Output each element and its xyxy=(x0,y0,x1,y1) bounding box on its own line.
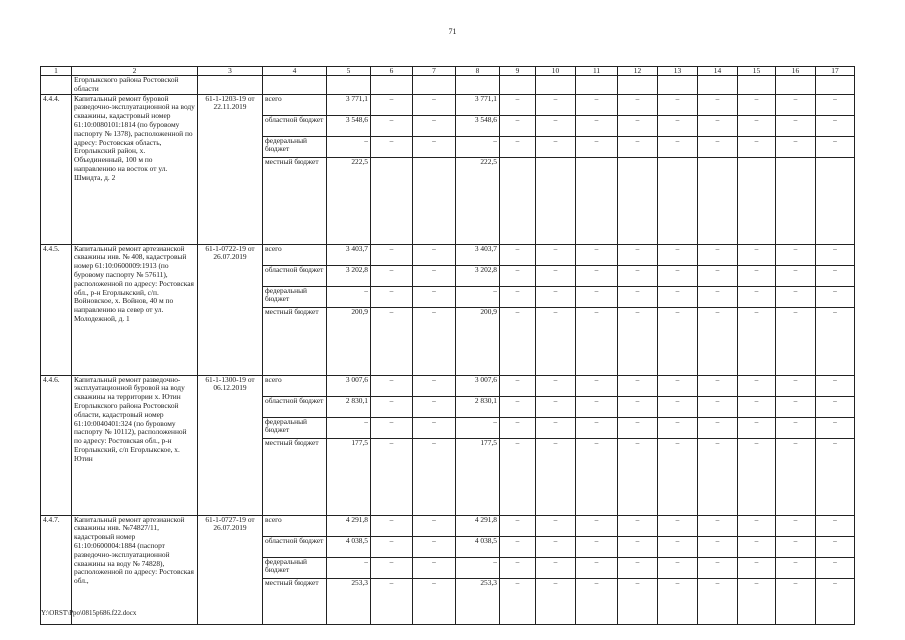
amount-col8: 3 403,7 xyxy=(456,244,500,265)
amount-col8: 177,5 xyxy=(456,438,500,515)
column-number-16: 16 xyxy=(776,67,816,76)
col14-value: – xyxy=(698,515,738,536)
amount-col8: 3 548,6 xyxy=(456,115,500,136)
col15-value: – xyxy=(738,515,776,536)
col15-value: – xyxy=(738,307,776,375)
col13-value: – xyxy=(658,417,698,438)
col7-value xyxy=(413,157,456,244)
col6-value: – xyxy=(371,244,413,265)
col10-value: – xyxy=(536,115,576,136)
col14-value: – xyxy=(698,375,738,396)
col17-value: – xyxy=(816,536,855,557)
col12-value xyxy=(618,157,658,244)
continuation-empty-cell xyxy=(776,76,816,95)
col11-value: – xyxy=(576,307,618,375)
col10-value: – xyxy=(536,244,576,265)
col13-value: – xyxy=(658,515,698,536)
budget-row xyxy=(41,375,855,396)
col9-value: – xyxy=(500,115,536,136)
col17-value: – xyxy=(816,578,855,624)
continuation-empty-cell xyxy=(500,76,536,95)
col14-value: – xyxy=(698,417,738,438)
col14-value: – xyxy=(698,265,738,286)
col12-value: – xyxy=(618,396,658,417)
col17-value: – xyxy=(816,396,855,417)
project-description: Капитальный ремонт артезианской скважины инв. №74827/11, кадастровый номер 61:10:0600004:1884 (паспорт разведочно-эксплуатационной скважины на воду № 74828), расположенной по адресу: Ростовская обл., xyxy=(72,515,198,624)
file-path-footer: Y:\ORST\Ppo\0815p686.f22.docx xyxy=(41,609,137,617)
col10-value: – xyxy=(536,265,576,286)
col6-value: – xyxy=(371,578,413,624)
col6-value: – xyxy=(371,557,413,578)
col15-value: – xyxy=(738,244,776,265)
amount-col8: 3 007,6 xyxy=(456,375,500,396)
col17-value: – xyxy=(816,94,855,115)
item-number: 4.4.6. xyxy=(41,375,72,515)
amount-col5: 3 403,7 xyxy=(327,244,371,265)
column-number-2: 2 xyxy=(72,67,198,76)
col11-value xyxy=(576,157,618,244)
col14-value: – xyxy=(698,307,738,375)
continuation-empty-cell xyxy=(413,76,456,95)
col12-value: – xyxy=(618,557,658,578)
col14-value: – xyxy=(698,94,738,115)
col16-value: – xyxy=(776,578,816,624)
column-number-7: 7 xyxy=(413,67,456,76)
funding-source: всего xyxy=(263,375,327,396)
col16-value xyxy=(776,157,816,244)
column-number-6: 6 xyxy=(371,67,413,76)
col12-value: – xyxy=(618,515,658,536)
col17-value: – xyxy=(816,375,855,396)
continuation-empty-cell xyxy=(658,76,698,95)
continuation-empty-cell xyxy=(371,76,413,95)
col13-value: – xyxy=(658,265,698,286)
col9-value: – xyxy=(500,286,536,307)
col7-value: – xyxy=(413,286,456,307)
col15-value xyxy=(738,157,776,244)
funding-source: областной бюджет xyxy=(263,536,327,557)
col15-value: – xyxy=(738,375,776,396)
amount-col5: 3 771,1 xyxy=(327,94,371,115)
col16-value: – xyxy=(776,557,816,578)
amount-col8: 253,3 xyxy=(456,578,500,624)
col7-value: – xyxy=(413,396,456,417)
col12-value: – xyxy=(618,578,658,624)
continuation-empty-cell xyxy=(327,76,371,95)
col15-value: – xyxy=(738,396,776,417)
col12-value: – xyxy=(618,375,658,396)
col10-value: – xyxy=(536,417,576,438)
amount-col8: – xyxy=(456,136,500,157)
col14-value: – xyxy=(698,578,738,624)
col13-value: – xyxy=(658,375,698,396)
item-number: 4.4.7. xyxy=(41,515,72,624)
col9-value: – xyxy=(500,375,536,396)
col13-value: – xyxy=(658,438,698,515)
amount-col5: 2 830,1 xyxy=(327,396,371,417)
amount-col8: 222,5 xyxy=(456,157,500,244)
col6-value: – xyxy=(371,375,413,396)
col7-value: – xyxy=(413,417,456,438)
col12-value: – xyxy=(618,94,658,115)
col17-value: – xyxy=(816,417,855,438)
col15-value: – xyxy=(738,417,776,438)
col13-value: – xyxy=(658,557,698,578)
amount-col8: – xyxy=(456,557,500,578)
col11-value: – xyxy=(576,265,618,286)
funding-source: местный бюджет xyxy=(263,578,327,624)
funding-source: местный бюджет xyxy=(263,438,327,515)
col16-value: – xyxy=(776,396,816,417)
col17-value: – xyxy=(816,515,855,536)
col12-value: – xyxy=(618,244,658,265)
funding-source: федеральный бюджет xyxy=(263,286,327,307)
column-number-3: 3 xyxy=(198,67,263,76)
item-number: 4.4.5. xyxy=(41,244,72,375)
col16-value: – xyxy=(776,515,816,536)
col9-value: – xyxy=(500,536,536,557)
table-body xyxy=(41,67,855,625)
col10-value: – xyxy=(536,536,576,557)
col9-value: – xyxy=(500,417,536,438)
column-number-17: 17 xyxy=(816,67,855,76)
col6-value: – xyxy=(371,438,413,515)
col11-value: – xyxy=(576,396,618,417)
continuation-empty-cell xyxy=(536,76,576,95)
col16-value: – xyxy=(776,286,816,307)
col17-value: – xyxy=(816,286,855,307)
col10-value: – xyxy=(536,375,576,396)
col16-value: – xyxy=(776,136,816,157)
col12-value: – xyxy=(618,417,658,438)
col15-value: – xyxy=(738,265,776,286)
col11-value: – xyxy=(576,536,618,557)
col9-value: – xyxy=(500,244,536,265)
continuation-num-cell xyxy=(41,76,72,95)
col13-value: – xyxy=(658,578,698,624)
column-number-row xyxy=(41,67,855,76)
col14-value: – xyxy=(698,557,738,578)
col13-value: – xyxy=(658,396,698,417)
amount-col5: 4 291,8 xyxy=(327,515,371,536)
col11-value: – xyxy=(576,557,618,578)
col9-value: – xyxy=(500,515,536,536)
column-number-11: 11 xyxy=(576,67,618,76)
col16-value: – xyxy=(776,115,816,136)
col13-value: – xyxy=(658,136,698,157)
col10-value: – xyxy=(536,307,576,375)
col16-value: – xyxy=(776,94,816,115)
col7-value: – xyxy=(413,536,456,557)
amount-col5: 222,5 xyxy=(327,157,371,244)
col9-value: – xyxy=(500,578,536,624)
continuation-empty-cell xyxy=(618,76,658,95)
col17-value: – xyxy=(816,136,855,157)
amount-col5: 200,9 xyxy=(327,307,371,375)
col9-value: – xyxy=(500,396,536,417)
budget-row xyxy=(41,94,855,115)
col17-value: – xyxy=(816,115,855,136)
col7-value: – xyxy=(413,578,456,624)
col9-value: – xyxy=(500,94,536,115)
permit-document: 61-1-1203-19 от 22.11.2019 xyxy=(198,94,263,244)
continuation-empty-cell xyxy=(263,76,327,95)
funding-source: областной бюджет xyxy=(263,265,327,286)
col9-value: – xyxy=(500,265,536,286)
col12-value: – xyxy=(618,265,658,286)
amount-col8: 200,9 xyxy=(456,307,500,375)
continuation-empty-cell xyxy=(198,76,263,95)
col10-value: – xyxy=(536,286,576,307)
col6-value: – xyxy=(371,265,413,286)
continuation-row xyxy=(41,76,855,95)
col10-value: – xyxy=(536,578,576,624)
col11-value: – xyxy=(576,115,618,136)
budget-row xyxy=(41,515,855,536)
amount-col5: – xyxy=(327,286,371,307)
col17-value: – xyxy=(816,265,855,286)
amount-col8: 3 771,1 xyxy=(456,94,500,115)
col6-value: – xyxy=(371,286,413,307)
amount-col5: – xyxy=(327,557,371,578)
column-number-12: 12 xyxy=(618,67,658,76)
col6-value: – xyxy=(371,307,413,375)
continuation-empty-cell xyxy=(738,76,776,95)
funding-source: областной бюджет xyxy=(263,115,327,136)
col16-value: – xyxy=(776,244,816,265)
col13-value: – xyxy=(658,244,698,265)
project-description: Капитальный ремонт разведочно-эксплуатационной буровой на воду скважины на территории х. Ютин Егорлыкского района Ростовской области, кадастровый номер 61:10:0040401:324 (по буровому паспорту № 10112), расположенной по адресу: Ростовская обл., р-н Егорлыкский, с/п Егорлыкское, х. Ютин xyxy=(72,375,198,515)
item-number: 4.4.4. xyxy=(41,94,72,244)
amount-col5: 3 007,6 xyxy=(327,375,371,396)
funding-source: федеральный бюджет xyxy=(263,417,327,438)
column-number-9: 9 xyxy=(500,67,536,76)
col13-value: – xyxy=(658,286,698,307)
col12-value: – xyxy=(618,286,658,307)
col10-value: – xyxy=(536,557,576,578)
amount-col5: 3 548,6 xyxy=(327,115,371,136)
col6-value: – xyxy=(371,115,413,136)
budget-table xyxy=(40,66,855,625)
col10-value: – xyxy=(536,136,576,157)
col17-value: – xyxy=(816,557,855,578)
project-description: Капитальный ремонт артезианской скважины инв. № 408, кадастровый номер 61:10:0600009:1913 (по буровому паспорту № 57611), расположенной по адресу: Ростовская обл., р-н Егорлыкский, с/п. Войновское, х. Войнов, 40 м по направлению на север от ул. Молодежной, д. 1 xyxy=(72,244,198,375)
amount-col5: – xyxy=(327,136,371,157)
col17-value: – xyxy=(816,244,855,265)
col13-value: – xyxy=(658,115,698,136)
col7-value: – xyxy=(413,115,456,136)
col15-value: – xyxy=(738,286,776,307)
amount-col8: – xyxy=(456,417,500,438)
col6-value: – xyxy=(371,136,413,157)
col7-value: – xyxy=(413,557,456,578)
col13-value: – xyxy=(658,307,698,375)
col6-value: – xyxy=(371,417,413,438)
amount-col5: 177,5 xyxy=(327,438,371,515)
col11-value: – xyxy=(576,136,618,157)
col9-value: – xyxy=(500,438,536,515)
funding-source: местный бюджет xyxy=(263,307,327,375)
col9-value xyxy=(500,157,536,244)
col14-value: – xyxy=(698,115,738,136)
funding-source: федеральный бюджет xyxy=(263,557,327,578)
column-number-8: 8 xyxy=(456,67,500,76)
col10-value: – xyxy=(536,396,576,417)
col9-value: – xyxy=(500,136,536,157)
funding-source: всего xyxy=(263,244,327,265)
col7-value: – xyxy=(413,265,456,286)
col16-value: – xyxy=(776,438,816,515)
col14-value: – xyxy=(698,286,738,307)
col11-value: – xyxy=(576,438,618,515)
col16-value: – xyxy=(776,375,816,396)
col16-value: – xyxy=(776,536,816,557)
funding-source: местный бюджет xyxy=(263,157,327,244)
col6-value: – xyxy=(371,536,413,557)
col14-value xyxy=(698,157,738,244)
amount-col8: 4 038,5 xyxy=(456,536,500,557)
column-number-4: 4 xyxy=(263,67,327,76)
page-number: 71 xyxy=(448,27,457,36)
col15-value: – xyxy=(738,578,776,624)
column-number-5: 5 xyxy=(327,67,371,76)
col11-value: – xyxy=(576,286,618,307)
col16-value: – xyxy=(776,265,816,286)
amount-col5: 3 202,8 xyxy=(327,265,371,286)
col12-value: – xyxy=(618,115,658,136)
col15-value: – xyxy=(738,115,776,136)
col15-value: – xyxy=(738,536,776,557)
col14-value: – xyxy=(698,438,738,515)
amount-col8: 2 830,1 xyxy=(456,396,500,417)
column-number-13: 13 xyxy=(658,67,698,76)
col16-value: – xyxy=(776,417,816,438)
col12-value: – xyxy=(618,438,658,515)
col10-value xyxy=(536,157,576,244)
col10-value: – xyxy=(536,94,576,115)
col16-value: – xyxy=(776,307,816,375)
col14-value: – xyxy=(698,136,738,157)
permit-document: 61-1-0727-19 от 26.07.2019 xyxy=(198,515,263,624)
col13-value xyxy=(658,157,698,244)
funding-source: всего xyxy=(263,94,327,115)
continuation-text: Егорлыкского района Ростовской области xyxy=(72,76,198,95)
col9-value: – xyxy=(500,557,536,578)
col12-value: – xyxy=(618,136,658,157)
col11-value: – xyxy=(576,417,618,438)
continuation-empty-cell xyxy=(698,76,738,95)
col10-value: – xyxy=(536,515,576,536)
col12-value: – xyxy=(618,307,658,375)
funding-source: федеральный бюджет xyxy=(263,136,327,157)
col10-value: – xyxy=(536,438,576,515)
permit-document: 61-1-1300-19 от 06.12.2019 xyxy=(198,375,263,515)
budget-row xyxy=(41,244,855,265)
funding-source: всего xyxy=(263,515,327,536)
project-description: Капитальный ремонт буровой разведочно-эксплуатационной на воду скважины, кадастровый номер 61:10:0080101:1814 (по буровому паспорту № 1378), расположенной по адресу: Ростовская область, Егорлыкский район, х. Объединенный, 100 м по направлению на восток от ул. Шмидта, д. 2 xyxy=(72,94,198,244)
amount-col5: – xyxy=(327,417,371,438)
col13-value: – xyxy=(658,94,698,115)
continuation-empty-cell xyxy=(816,76,855,95)
column-number-15: 15 xyxy=(738,67,776,76)
col6-value: – xyxy=(371,94,413,115)
col15-value: – xyxy=(738,438,776,515)
column-number-1: 1 xyxy=(41,67,72,76)
col14-value: – xyxy=(698,396,738,417)
continuation-empty-cell xyxy=(456,76,500,95)
amount-col8: 4 291,8 xyxy=(456,515,500,536)
col7-value: – xyxy=(413,438,456,515)
col7-value: – xyxy=(413,375,456,396)
col7-value: – xyxy=(413,515,456,536)
col6-value xyxy=(371,157,413,244)
continuation-empty-cell xyxy=(576,76,618,95)
amount-col5: 4 038,5 xyxy=(327,536,371,557)
amount-col8: – xyxy=(456,286,500,307)
col11-value: – xyxy=(576,244,618,265)
permit-document: 61-1-0722-19 от 26.07.2019 xyxy=(198,244,263,375)
amount-col8: 3 202,8 xyxy=(456,265,500,286)
col13-value: – xyxy=(658,536,698,557)
col9-value: – xyxy=(500,307,536,375)
col17-value: – xyxy=(816,307,855,375)
col11-value: – xyxy=(576,94,618,115)
amount-col5: 253,3 xyxy=(327,578,371,624)
col17-value: – xyxy=(816,438,855,515)
col7-value: – xyxy=(413,244,456,265)
col17-value xyxy=(816,157,855,244)
col15-value: – xyxy=(738,94,776,115)
col6-value: – xyxy=(371,515,413,536)
col11-value: – xyxy=(576,515,618,536)
col14-value: – xyxy=(698,244,738,265)
col15-value: – xyxy=(738,557,776,578)
col14-value: – xyxy=(698,536,738,557)
col7-value: – xyxy=(413,307,456,375)
col11-value: – xyxy=(576,578,618,624)
col6-value: – xyxy=(371,396,413,417)
column-number-10: 10 xyxy=(536,67,576,76)
col7-value: – xyxy=(413,136,456,157)
col7-value: – xyxy=(413,94,456,115)
col12-value: – xyxy=(618,536,658,557)
col15-value: – xyxy=(738,136,776,157)
funding-source: областной бюджет xyxy=(263,396,327,417)
column-number-14: 14 xyxy=(698,67,738,76)
col11-value: – xyxy=(576,375,618,396)
